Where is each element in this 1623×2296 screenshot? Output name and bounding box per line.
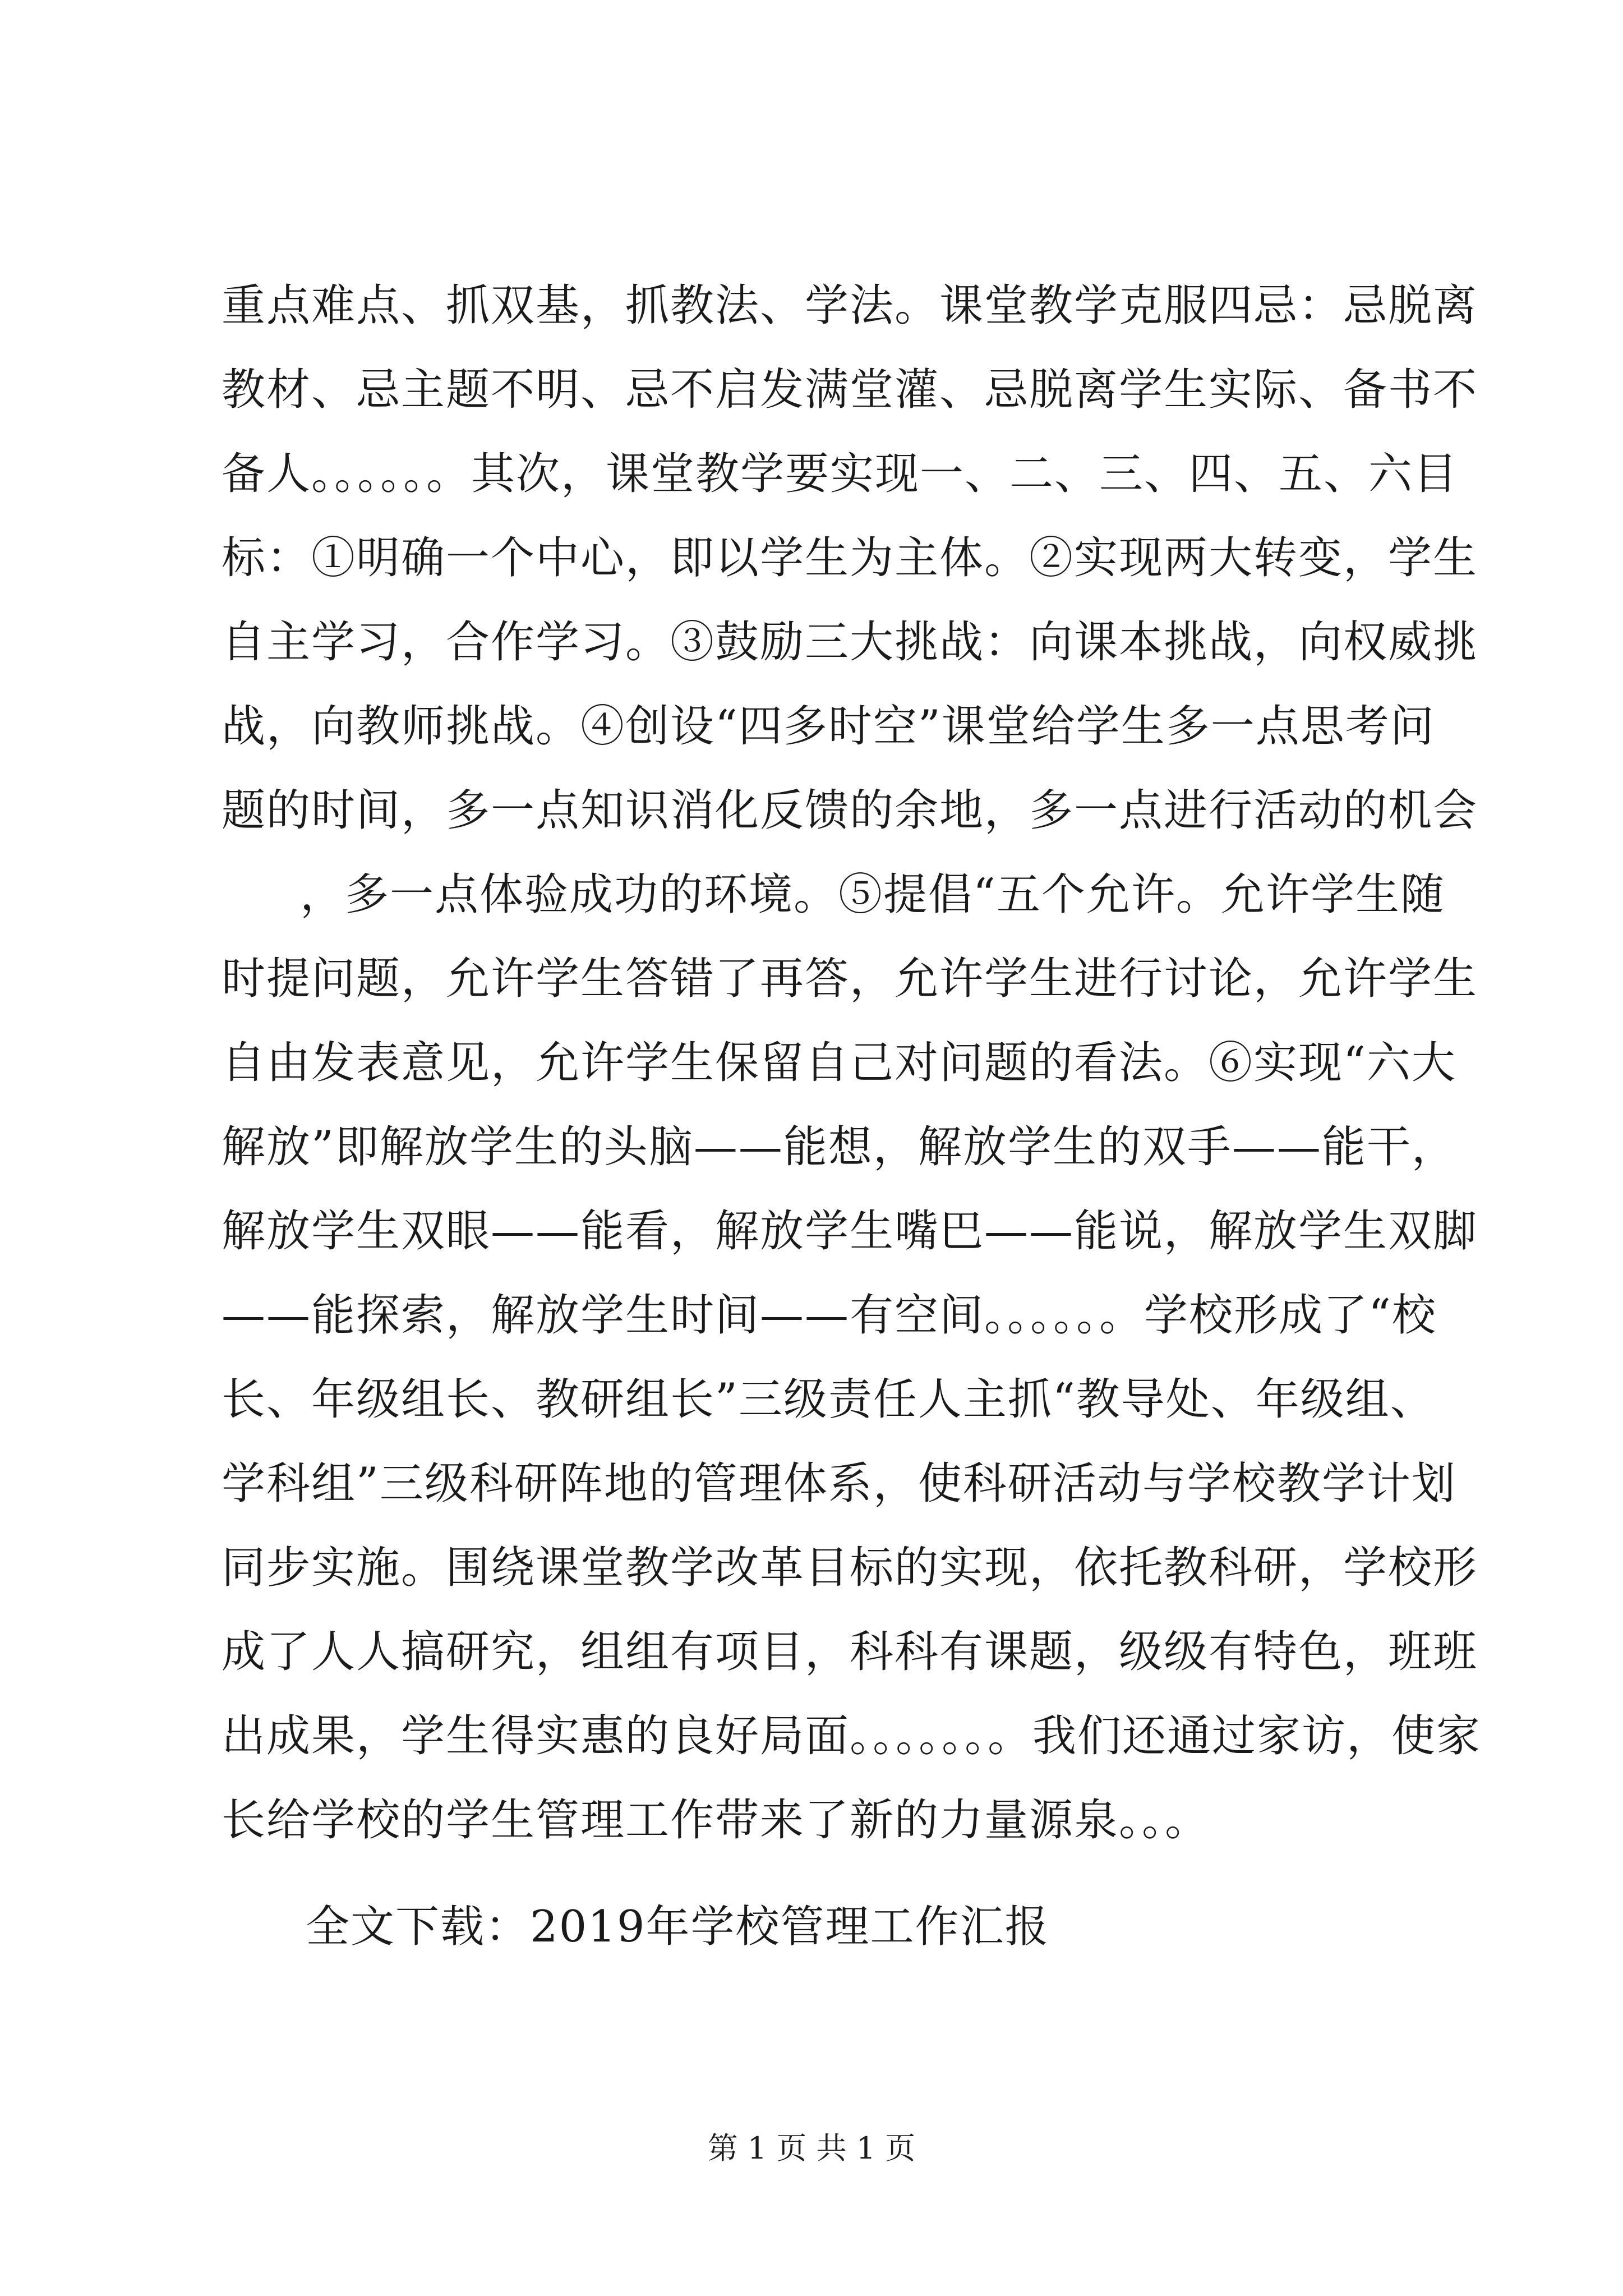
text-line: ——能探索，解放学生时间——有空间。。。。。。学校形成了“校 [222,1290,1437,1341]
text-line: 同步实施。围绕课堂教学改革目标的实现，依托教科研，学校形 [222,1543,1478,1593]
text-line: 备人。。。。。。其次，课堂教学要实现一、二、三、四、五、六目 [222,449,1459,499]
text-line: 解放学生双眼——能看，解放学生嘴巴——能说，解放学生双脚 [222,1206,1478,1257]
page-footer: 第 1 页 共 1 页 [707,2131,916,2166]
text-line: 时提问题，允许学生答错了再答，允许学生进行讨论，允许学生 [222,954,1478,1004]
text-line: 标：①明确一个中心，即以学生为主体。②实现两大转变，学生 [222,533,1478,583]
text-line: ，多一点体验成功的环境。⑤提倡“五个允许。允许学生随 [300,869,1445,920]
text-line: 长、年级组长、教研组长”三级责任人主抓“教导处、年级组、 [222,1374,1435,1425]
text-line: 自由发表意见，允许学生保留自己对问题的看法。⑥实现“六大 [222,1038,1456,1088]
text-line: 长给学校的学生管理工作带来了新的力量源泉。。。 [222,1795,1210,1846]
text-line: 自主学习，合作学习。③鼓励三大挑战：向课本挑战，向权威挑 [222,617,1478,668]
text-line: 学科组”三级科研阵地的管理体系，使科研活动与学校教学计划 [222,1458,1456,1509]
download-link[interactable]: 全文下载：2019年学校管理工作汇报 [306,1902,1050,1952]
text-line: 重点难点、抓双基，抓教法、学法。课堂教学克服四忌：忌脱离 [222,280,1478,331]
text-line: 战，向教师挑战。④创设“四多时空”课堂给学生多一点思考问 [222,701,1435,752]
text-line: 出成果，学生得实惠的良好局面。。。。。。。我们还通过家访，使家 [222,1711,1482,1761]
body-paragraph [222,264,1482,1862]
text-line: 题的时间，多一点知识消化反馈的余地，多一点进行活动的机会 [222,785,1478,836]
text-line: 解放”即解放学生的头脑——能想，解放学生的双手——能干， [222,1122,1456,1172]
text-line: 成了人人搞研究，组组有项目，科科有课题，级级有特色，班班 [222,1627,1478,1677]
text-line: 教材、忌主题不明、忌不启发满堂灌、忌脱离学生实际、备书不 [222,365,1478,415]
